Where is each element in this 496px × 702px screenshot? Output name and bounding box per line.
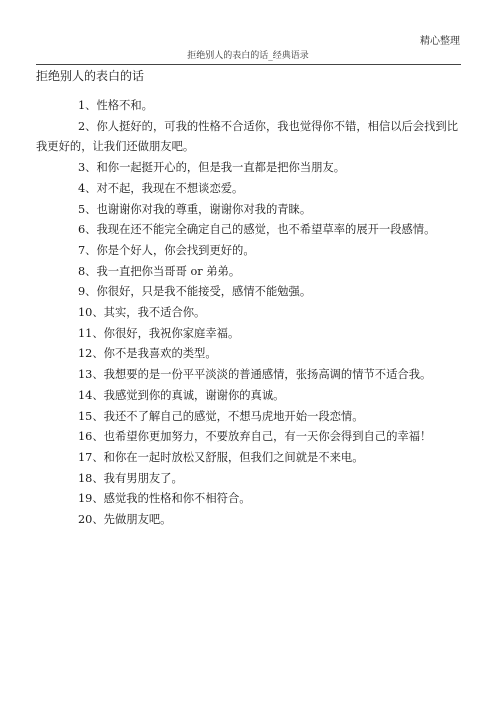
list-item: 1、性格不和。 [78,99,153,112]
corner-label: 精心整理 [420,36,460,47]
header-divider [36,64,461,65]
list-item: 10、其实，我不适合你。 [78,306,206,320]
list-item: 13、我想要的是一份平平淡淡的普通感情，张扬高调的情节不适合我。 [78,368,432,382]
list-item: 9、你很好，只是我不能接受，感情不能勉强。 [78,285,312,299]
document-title: 拒绝别人的表白的话 [36,69,145,83]
list-item: 7、你是个好人，你会找到更好的。 [78,243,255,257]
list-item: 6、我现在还不能完全确定自己的感觉，也不希望草率的展开一段感情。 [78,223,436,237]
list-item: 8、我一直把你当哥哥 or 弟弟。 [78,264,241,278]
list-item: 19、感觉我的性格和你不相符合。 [78,492,251,506]
running-header-title: 拒绝别人的表白的话_经典语录 [187,51,309,61]
list-item: 20、先做朋友吧。 [78,513,172,527]
list-item: 11、你很好，我祝你家庭幸福。 [78,326,240,340]
list-item: 4、对不起，我现在不想谈恋爱。 [78,181,244,195]
list-item: 5、也谢谢你对我的尊重，谢谢你对我的青睐。 [78,202,312,216]
list-item: 3、和你一起挺开心的，但是我一直都是把你当朋友。 [78,161,346,175]
list-item: 15、我还不了解自己的感觉，不想马虎地开始一段恋情。 [78,409,364,423]
list-item: 16、也希望你更加努力，不要放弃自己，有一天你会得到自己的幸福！ [78,430,432,444]
phrase-list [36,96,461,531]
list-item: 17、和你在一起时放松又舒服，但我们之间就是不来电。 [78,450,364,464]
list-item: 14、我感觉到你的真诚，谢谢你的真诚。 [78,388,285,402]
list-item: 18、我有男朋友了。 [78,471,183,485]
list-item: 12、你不是我喜欢的类型。 [78,347,217,361]
list-item: 2、你人挺好的，可我的性格不合适你，我也觉得你不错，相信以后会找到比我更好的，让我们还做朋友吧。 [36,119,458,154]
